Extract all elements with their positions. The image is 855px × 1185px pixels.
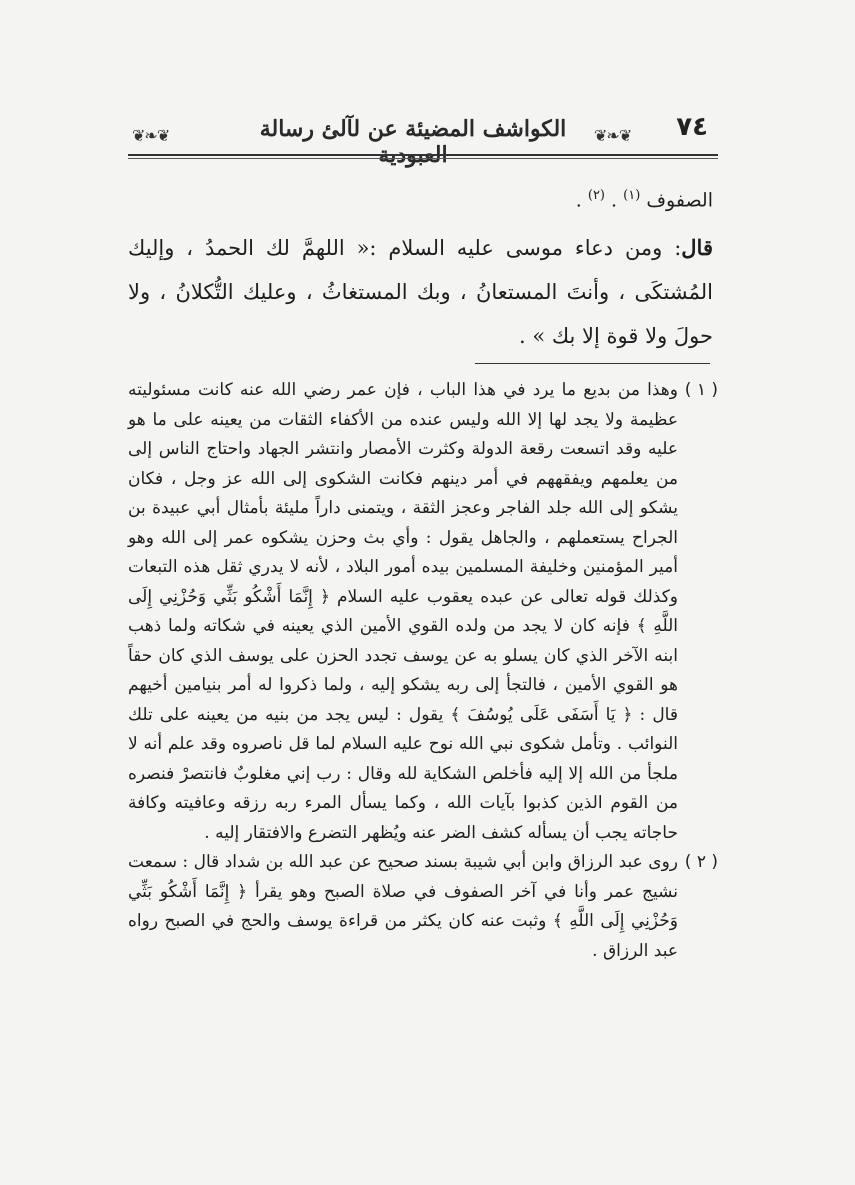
header-rule-thin [128, 158, 718, 159]
header-rule [128, 154, 718, 156]
footnote-2 [128, 848, 718, 966]
main-first-line [128, 176, 713, 220]
footnote-1 [128, 376, 718, 848]
footnote-divider [475, 363, 710, 364]
first-line-separator: . [611, 189, 618, 212]
footnote-text: وهذا من بديع ما يرد في هذا الباب ، فإن عمر رضي الله عنه كانت مسئوليته عظيمة ولا يجد لها إلا الله وليس عنده من الأكفاء الثقات من يعينه على ما هو عليه وقد اتسعت رقعة الدولة وكثرت الأمصار وانتشر الجهاد واحتاج الناس إلى من يعلمهم ويفقههم في أمر دينهم فكانت الشكوى إلى الله عز وجل ، فكان يشكو إلى الله جلد الفاجر وعجز الثقة ، ويتمنى داراً مليئة بأمثال أبي عبيدة بن الجراح يستعملهم ، والجاهل يقول : وأي بث وحزن يشكوه عمر إلى الله وهو أمير المؤمنين وخليفة المسلمين بيده أمور البلاد ، لأنه لا يدري ثقل هذه التبعات وكذلك قوله تعالى عن عبده يعقوب عليه السلام ﴿ إِنَّمَا أَشْكُو بَثِّي وَحُزْنِي إِلَى اللَّهِ ﴾ فإنه كان لا يجد من ولده القوي الأمين الذي يعينه في شكاته ولما ذهب ابنه الآخر الذي كان يسلو به عن يوسف تجدد الحزن على يوسف الذي كان حقاً هو القوي الأمين ، فالتجأ إلى ربه يشكو إليه ، ولما ذكروا له أمر بنيامين أخيهم قال : ﴿ يَا أَسَفَى عَلَى يُوسُفَ ﴾ يقول : ليس يجد من بنيه من يعينه على تلك النوائب . وتأمل شكوى نبي الله نوح عليه السلام لما قل ناصروه وقد علم أنه لا ملجأ من الله إلا إليه فأخلص الشكاية لله وقال : رب إني مغلوبٌ فانتصرْ فنصره من القوم الذين كذبوا بآيات الله ، وكما يسأل المرء ربه رزقه وعافيته وكافة حاجاته يجب أن يسأله كشف الضر عنه ويُظهر التضرع والافتقار إليه . [128, 380, 678, 843]
first-line-end: . [575, 189, 582, 212]
page-header [128, 110, 718, 168]
paragraph-label: قال [681, 235, 713, 261]
header-ornament-left: ❦❧❦ [132, 126, 170, 145]
main-paragraph [128, 226, 713, 358]
page-number: ٧٤ [676, 112, 708, 142]
footnotes [128, 376, 718, 966]
header-ornament-right: ❦❧❦ [594, 126, 632, 145]
first-line-word: الصفوف [646, 189, 713, 212]
footnote-ref-2: (٢) [587, 188, 605, 203]
footnote-text: روى عبد الرزاق وابن أبي شيبة بسند صحيح عن عبد الله بن شداد قال : سمعت نشيج عمر وأنا في آخر الصفوف في صلاة الصبح وهو يقرأ ﴿ إِنَّمَا أَشْكُو بَثِّي وَحُزْنِي إِلَى اللَّهِ ﴾ وثبت عنه كان يكثر من قراءة يوسف والحج في الصبح رواه عبد الرزاق . [128, 852, 678, 961]
book-title: الكواشف المضيئة عن لآلئ رسالة العبودية [259, 116, 567, 168]
main-text [128, 176, 713, 358]
footnote-ref-1: (١) [623, 188, 641, 203]
footnote-number: ( ٢ ) [684, 852, 718, 872]
paragraph-text: : ومن دعاء موسى عليه السلام :« اللهمَّ لك الحمدُ ، وإليك المُشتكَى ، وأنتَ المستعانُ ، وبك المستغاثُ ، وعليك التُّكلانُ ، ولا حولَ ولا قوة إلا بك » . [128, 236, 713, 349]
footnote-number: ( ١ ) [684, 380, 718, 400]
